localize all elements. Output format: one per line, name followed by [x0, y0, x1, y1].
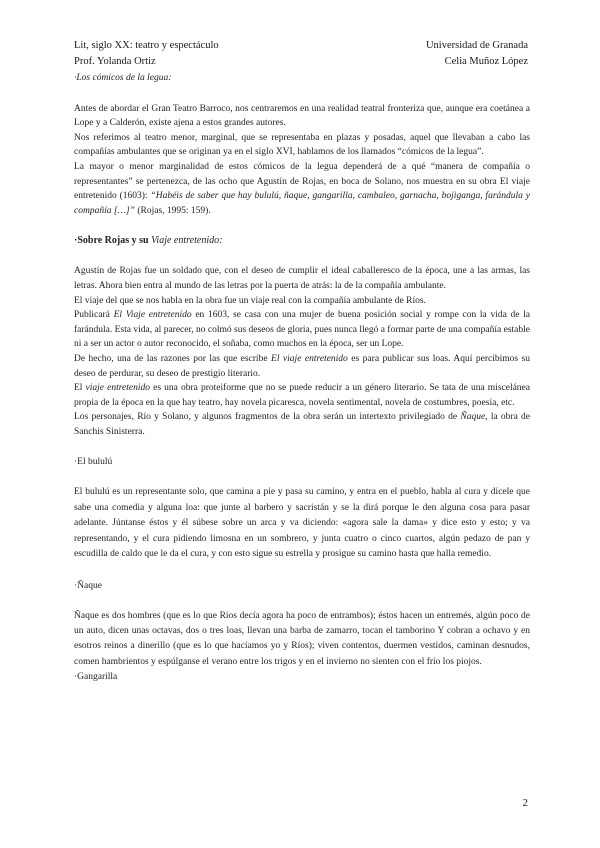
- intro-p3-quote: “Habéis de saber que hay bululú, ñaque, gangarilla, cambaleo, garnacha, bojiganga, farándula y compañía […]”: [74, 191, 530, 216]
- rojas-paragraph-3: [74, 308, 530, 352]
- rojas-p6-b: , la obra de Sanchis Sinisterra.: [74, 412, 531, 437]
- rojas-heading-bold: ·Sobre Rojas y su: [74, 235, 152, 247]
- header-right: [426, 38, 528, 70]
- intro-paragraph-2: Nos referimos al teatro menor, marginal, que se representaba en plazas y posadas, aquel que llevaban a cabo las compañías ambulantes que se originan ya en el siglo XVI, hablamos de los llamados “cómicos de la legua”.: [74, 132, 530, 158]
- bululu-section: [74, 485, 530, 562]
- intro-p3-cite: (Rojas, 1995: 159).: [134, 205, 211, 216]
- bululu-paragraph: El bululú es un representante solo, que camina a pie y pasa su camino, y entra en el pueblo, habla al cura y dícele que sabe una comedia y alguna loa: que junte al barbero y sacristán y se la dirá porque le den alguna cosa para pasar adelante. Júntanse éstos y él súbese sobre un arca y va diciendo: «agora sale la dama» y dice esto y esto; y va representando, y el cura pidiendo limosna en un sombrero, y junta cuatro o cinco cuartos, algún pedazo de pan y escudilla de caldo que le da el cura, y con esto sigue su estrella y prosigue su camino hasta que halla remedio.: [74, 487, 530, 560]
- rojas-p5-title: viaje entretenido: [85, 383, 151, 394]
- page-number: 2: [522, 797, 528, 809]
- rojas-p5-b: es una obra proteiforme que no se puede reducir a un género literario. Se tata de una miscelánea propia de la época en la que hay teatro, hay novela picaresca, novela sentimental, novela de costumbres, poesía, etc.: [74, 383, 530, 408]
- rojas-paragraph-6: [74, 410, 530, 439]
- intro-p3-text: La mayor o menor marginalidad de estos cómicos de la legua dependerá de a qué “manera de compañía o representantes” se pertenezca, de las ocho que Agustín de Rojas, en boca de Solano, nos muestra en su obra El viaje entretenido (1603):: [74, 161, 530, 202]
- course-title: Lit, siglo XX: teatro y espectáculo: [74, 40, 219, 51]
- student-name: Celia Muñoz López: [444, 56, 528, 67]
- rojas-paragraph-4: [74, 352, 530, 381]
- rojas-p3-b: en 1603, se casa con una mujer de buena posición social y rompe con la vida de la farándula. Esta vida, al parecer, no colmó sus deseos de gloria, pues nunca llegó a formar parte de una compañía estable ni a ser un actor o autor reconocido, el soñaba, como muchos en la época, ser un Lope.: [74, 310, 530, 350]
- rojas-heading: [74, 234, 530, 248]
- intro-section: [74, 102, 530, 219]
- bululu-heading: ·El bululú: [74, 457, 113, 468]
- university-name: Universidad de Granada: [425, 40, 528, 51]
- rojas-p3-a: Publicará: [74, 310, 114, 321]
- naque-heading: ·Ñaque: [74, 580, 102, 591]
- intro-paragraph-1: Antes de abordar el Gran Teatro Barroco, nos centraremos en una realidad teatral fronteriza que, aunque era coetánea a Lope y a Calderón, existe ajena a estos grandes autores.: [74, 103, 530, 129]
- rojas-section: [74, 264, 530, 439]
- naque-section: [74, 609, 530, 671]
- rojas-paragraph-2: El viaje del que se nos habla en la obra fue un viaje real con la compañía ambulante de Ríos.: [74, 295, 426, 306]
- header-left: [74, 38, 219, 70]
- rojas-p6-a: Los personajes, Río y Solano, y algunos fragmentos de la obra serán un intertexto privilegiado de: [74, 412, 461, 423]
- document-body: [74, 71, 530, 684]
- intro-subtitle: ·Los cómicos de la legua:: [74, 73, 172, 83]
- rojas-p4-a: De hecho, una de las razones por las que escribe: [74, 353, 272, 364]
- intro-paragraph-3: [74, 160, 530, 218]
- professor-name: Prof. Yolanda Ortiz: [74, 56, 156, 67]
- gangarilla-heading: ·Gangarilla: [74, 672, 118, 683]
- rojas-p4-b: es para publicar sus loas. Aquí percibimos su deseo de perdurar, su deseo de prestigio literario.: [74, 353, 530, 379]
- rojas-heading-italic: Viaje entretenido:: [151, 235, 223, 247]
- rojas-paragraph-5: [74, 381, 530, 410]
- rojas-paragraph-1: Agustín de Rojas fue un soldado que, con el deseo de cumplir el ideal caballeresco de la época, une a las armas, las letras. Ahora bien entra al mundo de las letras por la puerta de atrás: la de la compañía ambulante.: [74, 266, 530, 291]
- naque-paragraph: Ñaque es dos hombres (que es lo que Ríos decía agora ha poco de entrambos); éstos hacen un entremés, algún poco de un auto, dicen unas octavas, dos o tres loas, llevan una barba de zamarro, tocan el tamborino Y cobran a ochavo y en esotros reinos a dinerillo (que es lo que hacíamos yo y Ríos); viven contentos, duermen vestidos, caminan desnudos, comen hambrientos y espúlganse el verano entre los trigos y en el invierno no sienten con el frío los piojos.: [74, 610, 530, 667]
- rojas-p3-title: El Viaje entretenido: [113, 310, 192, 321]
- rojas-p5-a: El: [74, 383, 86, 394]
- rojas-p6-title: Ñaque: [460, 412, 486, 423]
- rojas-p4-title: El viaje entretenido: [271, 353, 348, 364]
